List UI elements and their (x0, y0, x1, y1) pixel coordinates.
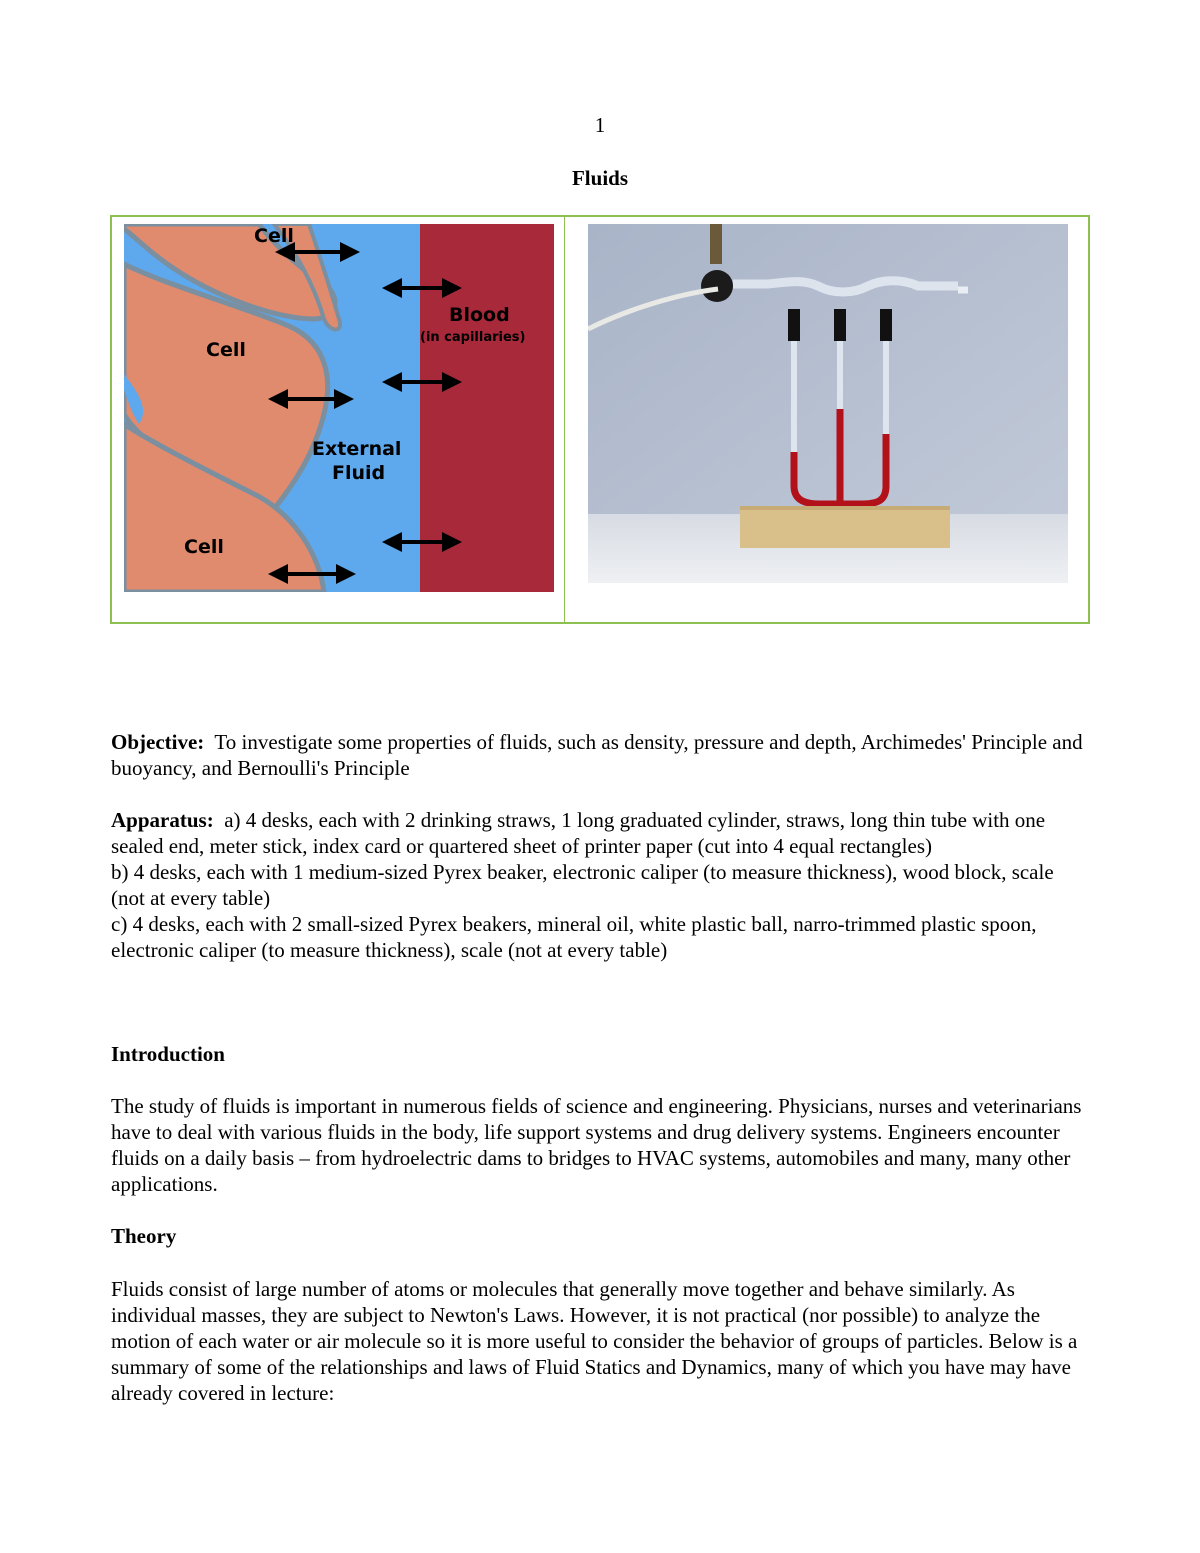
theory-text: Fluids consist of large number of atoms or molecules that generally move together and behave similarly. As individual masses, they are subject to Newton's Laws. However, it is not practical (nor possible) to analyze the motion of each water or air molecule so it is more useful to consider the behavior of groups of particles. Below is a summary of some of the relationships and laws of Fluid Statics and Dynamics, many of which you have may have already covered in lecture: (111, 1277, 1078, 1405)
apparatus-section (111, 807, 1091, 963)
figure-divider (564, 217, 565, 622)
label-blood: Blood (449, 304, 510, 326)
label-cell-bottom: Cell (184, 536, 224, 558)
objective-text: To investigate some properties of fluids, such as density, pressure and depth, Archimedes' Principle and buoyancy, and Bernoulli's Principle (111, 730, 1083, 780)
label-external-2: Fluid (332, 462, 386, 484)
objective-section (111, 729, 1091, 781)
cell-fluid-diagram (124, 224, 554, 592)
label-blood-sub: (in capillaries) (420, 330, 526, 345)
apparatus-item-b: b) 4 desks, each with 1 medium-sized Pyrex beaker, electronic caliper (to measure thickness), wood block, scale (not at every table) (111, 860, 1054, 910)
venturi-apparatus-photo (588, 224, 1068, 583)
introduction-heading: Introduction (111, 1042, 225, 1066)
objective-label: Objective: (111, 730, 205, 754)
page-number: 1 (594, 113, 606, 137)
figure-table (110, 215, 1090, 624)
label-cell-middle: Cell (206, 339, 246, 361)
apparatus-item-c: c) 4 desks, each with 2 small-sized Pyrex beakers, mineral oil, white plastic ball, narro-trimmed plastic spoon, electronic caliper (to measure thickness), scale (not at every table) (111, 912, 1037, 962)
label-external-1: External (312, 438, 402, 460)
theory-heading: Theory (111, 1224, 177, 1248)
page-title: Fluids (571, 166, 629, 190)
apparatus-item-a: a) 4 desks, each with 2 drinking straws, 1 long graduated cylinder, straws, long thin tube with one sealed end, meter stick, index card or quartered sheet of printer paper (cut into 4 equal rectangles) (111, 808, 1046, 858)
blood-region (420, 224, 554, 592)
introduction-text: The study of fluids is important in numerous fields of science and engineering. Physicians, nurses and veterinarians have to deal with various fluids in the body, life support systems and drug delivery systems. Engineers encounter fluids on a daily basis – from hydroelectric dams to bridges to HVAC systems, automobiles and many, many other applications. (111, 1094, 1082, 1196)
label-cell-top: Cell (254, 225, 294, 247)
apparatus-label: Apparatus: (111, 808, 214, 832)
